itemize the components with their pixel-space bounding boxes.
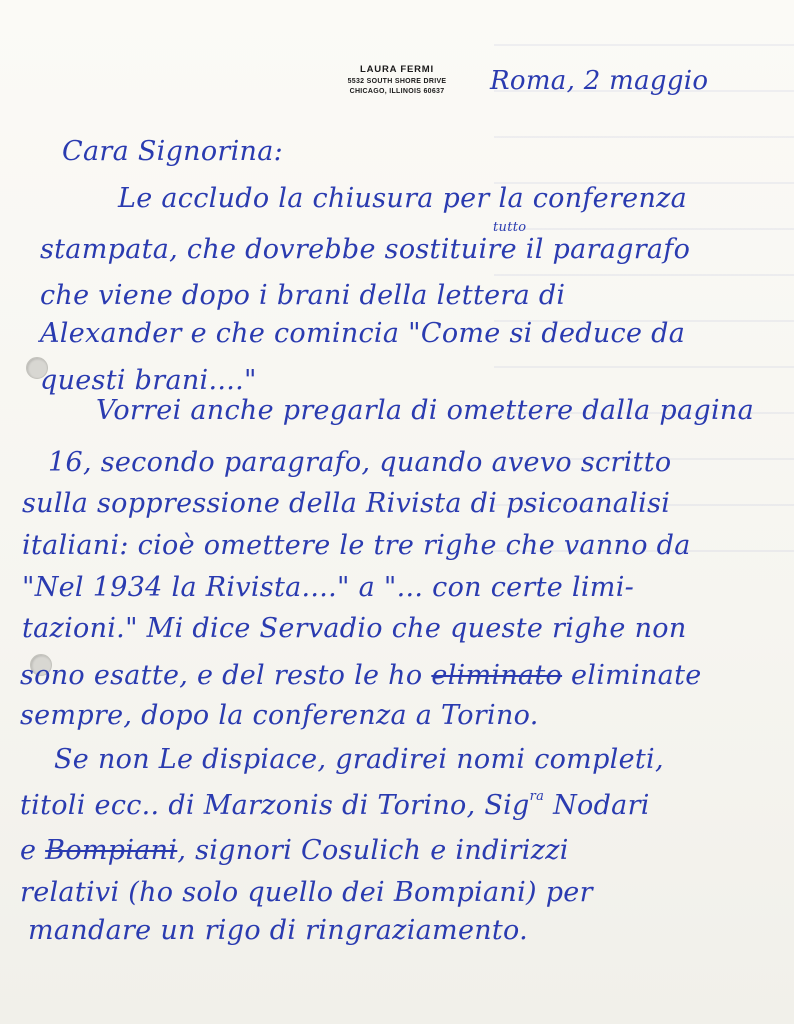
salutation: Cara Signorina: bbox=[62, 136, 284, 167]
body-line-6: Vorrei anche pregarla di omettere dalla pagina bbox=[96, 395, 755, 426]
body-line-15-part-c: Nodari bbox=[544, 790, 650, 821]
letterhead-street: 5532 SOUTH SHORE DRIVE bbox=[347, 78, 447, 85]
superscript-ra: ra bbox=[529, 789, 545, 804]
body-line-4: Alexander e che comincia "Come si deduce da bbox=[40, 318, 686, 349]
insertion-tutto: tutto bbox=[493, 220, 527, 235]
body-line-16 bbox=[20, 835, 569, 866]
body-line-2-part-b: il paragrafo bbox=[525, 234, 691, 265]
body-line-12 bbox=[20, 660, 702, 691]
letterhead-name: LAURA FERMI bbox=[360, 64, 434, 75]
struck-word: eliminato bbox=[431, 660, 563, 691]
body-line-3: che viene dopo i brani della lettera di bbox=[40, 280, 566, 311]
body-line-17: relativi (ho solo quello dei Bompiani) per bbox=[20, 877, 593, 908]
body-line-10: "Nel 1934 la Rivista...." a "... con certe limi- bbox=[22, 572, 635, 603]
body-line-16-part-a: e bbox=[20, 835, 37, 866]
body-line-12-part-a: sono esatte, e del resto le ho bbox=[20, 660, 423, 691]
body-line-15-part-a: titoli ecc.. di Marzonis di Torino, Sig bbox=[20, 790, 530, 821]
body-line-15 bbox=[20, 790, 650, 821]
body-line-5: questi brani...." bbox=[40, 365, 257, 396]
body-line-12-part-c: eliminate bbox=[571, 660, 702, 691]
body-line-9: italiani: cioè omettere le tre righe che vanno da bbox=[22, 530, 691, 561]
body-line-18: mandare un rigo di ringraziamento. bbox=[28, 915, 529, 946]
letterhead bbox=[322, 64, 472, 95]
struck-name: Bompiani bbox=[45, 835, 178, 866]
letterhead-city: CHICAGO, ILLINOIS 60637 bbox=[349, 88, 445, 95]
body-line-7: 16, secondo paragrafo, quando avevo scritto bbox=[48, 447, 672, 478]
body-line-2-part-a: stampata, che dovrebbe sostituire bbox=[40, 234, 517, 265]
body-line-14: Se non Le dispiace, gradirei nomi completi, bbox=[54, 744, 664, 775]
body-line-8: sulla soppressione della Rivista di psicoanalisi bbox=[22, 488, 671, 519]
body-line-13: sempre, dopo la conferenza a Torino. bbox=[20, 700, 539, 731]
body-line-2 bbox=[40, 234, 690, 265]
body-line-11: tazioni." Mi dice Servadio che queste righe non bbox=[22, 613, 687, 644]
body-line-16-part-c: , signori Cosulich e indirizzi bbox=[177, 835, 569, 866]
body-line-1: Le accludo la chiusura per la conferenza bbox=[118, 183, 688, 214]
letter-date: Roma, 2 maggio bbox=[490, 66, 709, 96]
